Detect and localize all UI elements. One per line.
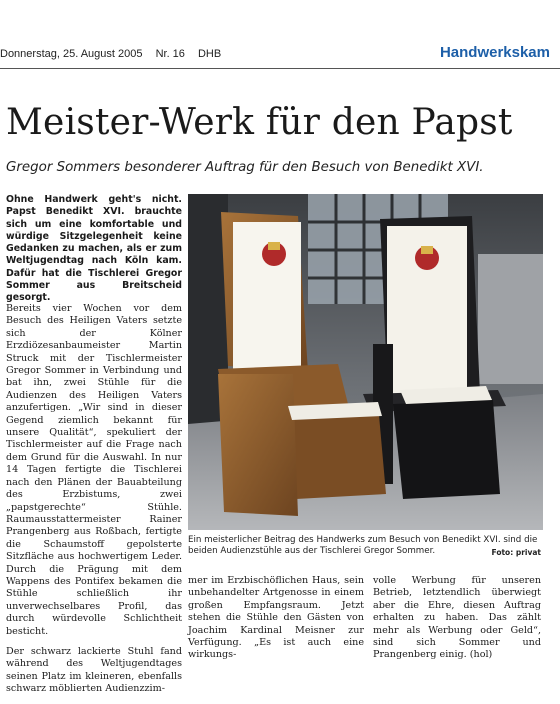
- article-headline: Meister-Werk für den Papst: [6, 102, 513, 143]
- issue-number: Nr. 16: [155, 48, 185, 60]
- photo-credit: Foto: privat: [491, 548, 541, 557]
- article-lead: Ohne Handwerk geht's nicht. Papst Benedikt XVI. brauchte sich um eine komfortable und würdige Sitzgelegenheit keine Gedanken zu machen, als er zum Weltjugendtag nach Köln kam. Dafür hat die Tischlerei Gregor Sommer aus Breitscheid gesorgt.: [6, 194, 182, 304]
- body-column-2: mer im Erzbischöflichen Haus, sein unbehandelter Artgenosse in einem großen Empfangsraum. Jetzt stehen die Stühle den Gästen von Joachim Kardinal Meisner zur Verfügung. „Es ist auch eine wirkungs-: [188, 575, 364, 661]
- body-column-3: volle Werbung für unseren Betrieb, letztendlich überwiegt aber die Ehre, diesen Auftrag erhalten zu haben. Das zählt mehr als Werbung oder Geld“, sind sich Sommer und Prangenberg einig. (hol): [373, 575, 541, 661]
- header-rule: [0, 68, 560, 69]
- body-paragraph: Der schwarz lackierte Stuhl fand während des Weltjugendtages seinen Platz im kleineren, ebenfalls schwarz möblierten Audienzzim-: [6, 645, 182, 695]
- publication-brand: Handwerkskam: [439, 44, 550, 61]
- masthead-line: [0, 44, 560, 61]
- issue-date: Donnerstag, 25. August 2005: [0, 48, 143, 60]
- chairs-photo: [188, 194, 543, 530]
- caption-text: Ein meisterlicher Beitrag des Handwerks zum Besuch von Benedikt XVI. sind die beiden Audienzstühle aus der Tischlerei Gregor Sommer.: [188, 535, 538, 556]
- publication-code: DHB: [197, 48, 222, 60]
- photo-caption: [188, 535, 543, 557]
- article-subheadline: Gregor Sommers besonderer Auftrag für den Besuch von Benedikt XVI.: [6, 160, 484, 175]
- body-column-1: [6, 303, 182, 704]
- body-paragraph: Bereits vier Wochen vor dem Besuch des Heiligen Vaters setzte sich der Kölner Erzdiözesanbaumeister Martin Struck mit der Tischlermeister Gregor Sommer in Verbindung und bat ihn, zwei Stühle für die Audienzen des Heiligen Vaters anzufertigen. „Wir sind in dieser Gegend ziemlich bekannt für unsere Qualität“, spekuliert der Tischlermeister auf die Frage nach dem Grund für die Auswahl. In nur 14 Tagen fertigte die Tischlerei nach den Plänen der Bauabteilung des Erzbistums, zwei „papstgerechte“ Stühle. Raumausstattermeister Rainer Prangenberg aus Roßbach, fertigte die Schaumstoff gepolsterte Sitzfläche aus hochwertigem Leder. Durch die Prägung mit dem Wappens des Pontifex bekamen die Stühle schließlich ihr unverwechselbares Profil, das durch würdevolle Schlichtheit besticht.: [6, 303, 182, 637]
